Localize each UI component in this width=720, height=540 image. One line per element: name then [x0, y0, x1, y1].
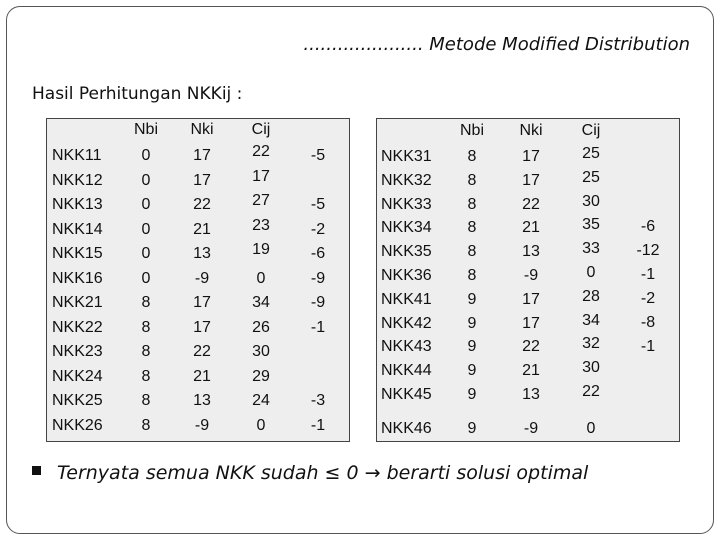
left-row-nki: 22 — [193, 343, 211, 360]
right-row-label: NKK42 — [381, 314, 432, 332]
left-row-label: NKK25 — [52, 392, 103, 409]
right-row-label: NKK31 — [381, 148, 432, 165]
left-row-nbi: 8 — [141, 294, 151, 311]
right-row-label: NKK35 — [381, 243, 432, 261]
right-header-nki: Nki — [519, 122, 543, 139]
right-row-nki: 17 — [522, 314, 540, 332]
left-row-nbi: 8 — [141, 367, 151, 385]
left-row-nkk: -6 — [310, 245, 326, 262]
left-row-nbi: 0 — [141, 147, 151, 164]
slide-title: ..................... Metode Modified Distribution — [303, 34, 690, 55]
left-row-nkk: -5 — [310, 147, 326, 164]
left-row-nkk: -5 — [310, 196, 326, 213]
left-row-label: NKK12 — [52, 171, 103, 189]
left-row-cij: 27 — [252, 192, 270, 209]
right-row-nki: 17 — [522, 290, 540, 308]
right-row-nbi: 8 — [467, 148, 477, 165]
left-row-nki: 17 — [193, 294, 211, 311]
left-row-cij: 19 — [252, 241, 270, 258]
right-row-nki: 13 — [522, 243, 540, 261]
right-row-nki: 22 — [522, 195, 540, 213]
right-row-nki: -9 — [523, 267, 539, 284]
right-row-cij: 34 — [582, 311, 600, 329]
left-row-label: NKK16 — [52, 269, 103, 287]
right-row-label: NKK46 — [381, 420, 432, 437]
left-row-label: NKK24 — [52, 367, 103, 385]
left-row-nbi: 8 — [141, 343, 151, 360]
right-row-nbi: 9 — [467, 420, 477, 437]
left-row-nkk: -9 — [310, 294, 326, 311]
left-row-label: NKK15 — [52, 245, 103, 262]
left-row-nkk: -1 — [310, 318, 326, 336]
left-row-nbi: 8 — [141, 318, 151, 336]
left-row-nbi: 0 — [141, 220, 151, 238]
left-row-nkk: -3 — [310, 392, 326, 409]
left-header-nbi: Nbi — [133, 121, 159, 138]
right-row-nki: -9 — [523, 420, 539, 437]
left-header-nki: Nki — [190, 121, 214, 138]
right-row-nbi: 9 — [467, 386, 477, 403]
left-row-nki: 21 — [193, 220, 211, 238]
right-header-cij: Cij — [581, 122, 601, 139]
section-subtitle: Hasil Perhitungan NKKij : — [32, 84, 243, 104]
left-row-label: NKK13 — [52, 196, 103, 213]
right-row-nbi: 8 — [467, 195, 477, 213]
left-row-nbi: 0 — [141, 171, 151, 189]
left-row-label: NKK22 — [52, 318, 103, 336]
left-row-cij: 17 — [252, 167, 270, 185]
left-row-cij: 24 — [252, 392, 270, 409]
left-row-label: NKK14 — [52, 220, 103, 238]
right-nkk-value: -1 — [640, 338, 656, 355]
left-row-nkk: -9 — [310, 269, 326, 287]
right-header-nbi: Nbi — [459, 122, 485, 139]
right-row-label: NKK33 — [381, 195, 432, 213]
right-row-cij: 35 — [582, 216, 600, 234]
left-row-nbi: 8 — [141, 416, 151, 434]
right-row-cij: 25 — [582, 145, 600, 162]
left-row-nki: 21 — [193, 367, 211, 385]
left-row-nkk: -2 — [310, 220, 326, 238]
left-row-label: NKK23 — [52, 343, 103, 360]
right-nkk-value: -8 — [640, 314, 656, 331]
right-row-nbi: 9 — [467, 290, 477, 308]
right-row-nki: 21 — [522, 362, 540, 380]
right-row-cij: 0 — [586, 264, 596, 281]
bullet-icon — [32, 466, 41, 475]
right-row-nbi: 9 — [467, 362, 477, 380]
left-row-nki: 17 — [193, 147, 211, 164]
conclusion-bullet — [32, 462, 588, 484]
left-row-nki: 22 — [193, 196, 211, 213]
left-row-label: NKK21 — [52, 294, 103, 311]
right-row-cij: 22 — [582, 383, 600, 400]
left-row-cij: 26 — [252, 318, 270, 336]
right-row-label: NKK43 — [381, 338, 432, 356]
right-row-nki: 21 — [522, 219, 540, 237]
right-row-cij: 30 — [582, 359, 600, 377]
right-row-cij: 0 — [586, 420, 596, 437]
left-row-cij: 29 — [252, 367, 270, 385]
left-row-nbi: 8 — [141, 392, 151, 409]
right-row-nki: 22 — [522, 338, 540, 356]
left-row-nki: -9 — [194, 416, 210, 434]
left-row-label: NKK11 — [52, 147, 102, 164]
right-row-label: NKK36 — [381, 267, 432, 284]
right-row-nki: 13 — [522, 386, 540, 403]
right-row-label: NKK45 — [381, 386, 432, 403]
left-row-nki: 17 — [193, 171, 211, 189]
right-row-nbi: 8 — [467, 267, 477, 284]
left-row-nki: 17 — [193, 318, 211, 336]
right-row-nbi: 9 — [467, 314, 477, 332]
left-row-nbi: 0 — [141, 269, 151, 287]
right-row-cij: 30 — [582, 192, 600, 210]
left-row-nkk: -1 — [310, 416, 326, 434]
left-row-cij: 23 — [252, 216, 270, 234]
left-row-cij: 34 — [252, 294, 270, 311]
right-row-label: NKK41 — [381, 290, 432, 308]
right-row-nbi: 8 — [467, 243, 477, 261]
left-header-cij: Cij — [251, 121, 271, 138]
left-row-label: NKK26 — [52, 416, 103, 434]
left-row-nbi: 0 — [141, 245, 151, 262]
right-nkk-value: -2 — [640, 290, 656, 307]
right-nkk-value: -6 — [640, 218, 656, 235]
left-row-cij: 0 — [256, 269, 266, 287]
right-row-nki: 17 — [522, 171, 540, 189]
right-row-cij: 32 — [582, 335, 600, 353]
left-row-nbi: 0 — [141, 196, 151, 213]
right-row-nbi: 9 — [467, 338, 477, 356]
right-nkk-value: -1 — [640, 266, 656, 283]
right-row-cij: 28 — [582, 287, 600, 305]
left-row-cij: 30 — [252, 343, 270, 360]
conclusion-text: Ternyata semua NKK sudah ≤ 0 → berarti solusi optimal — [57, 462, 589, 484]
left-row-nki: 13 — [193, 245, 211, 262]
right-nkk-value: -12 — [636, 242, 660, 259]
left-row-cij: 22 — [252, 143, 270, 160]
right-row-label: NKK32 — [381, 171, 432, 189]
right-row-cij: 25 — [582, 168, 600, 186]
left-row-cij: 0 — [256, 416, 266, 434]
right-row-nbi: 8 — [467, 171, 477, 189]
right-row-label: NKK44 — [381, 362, 432, 380]
left-row-nki: 13 — [193, 392, 211, 409]
right-row-cij: 33 — [582, 240, 600, 258]
right-row-label: NKK34 — [381, 219, 432, 237]
right-row-nbi: 8 — [467, 219, 477, 237]
left-row-nki: -9 — [194, 269, 210, 287]
right-row-nki: 17 — [522, 148, 540, 165]
